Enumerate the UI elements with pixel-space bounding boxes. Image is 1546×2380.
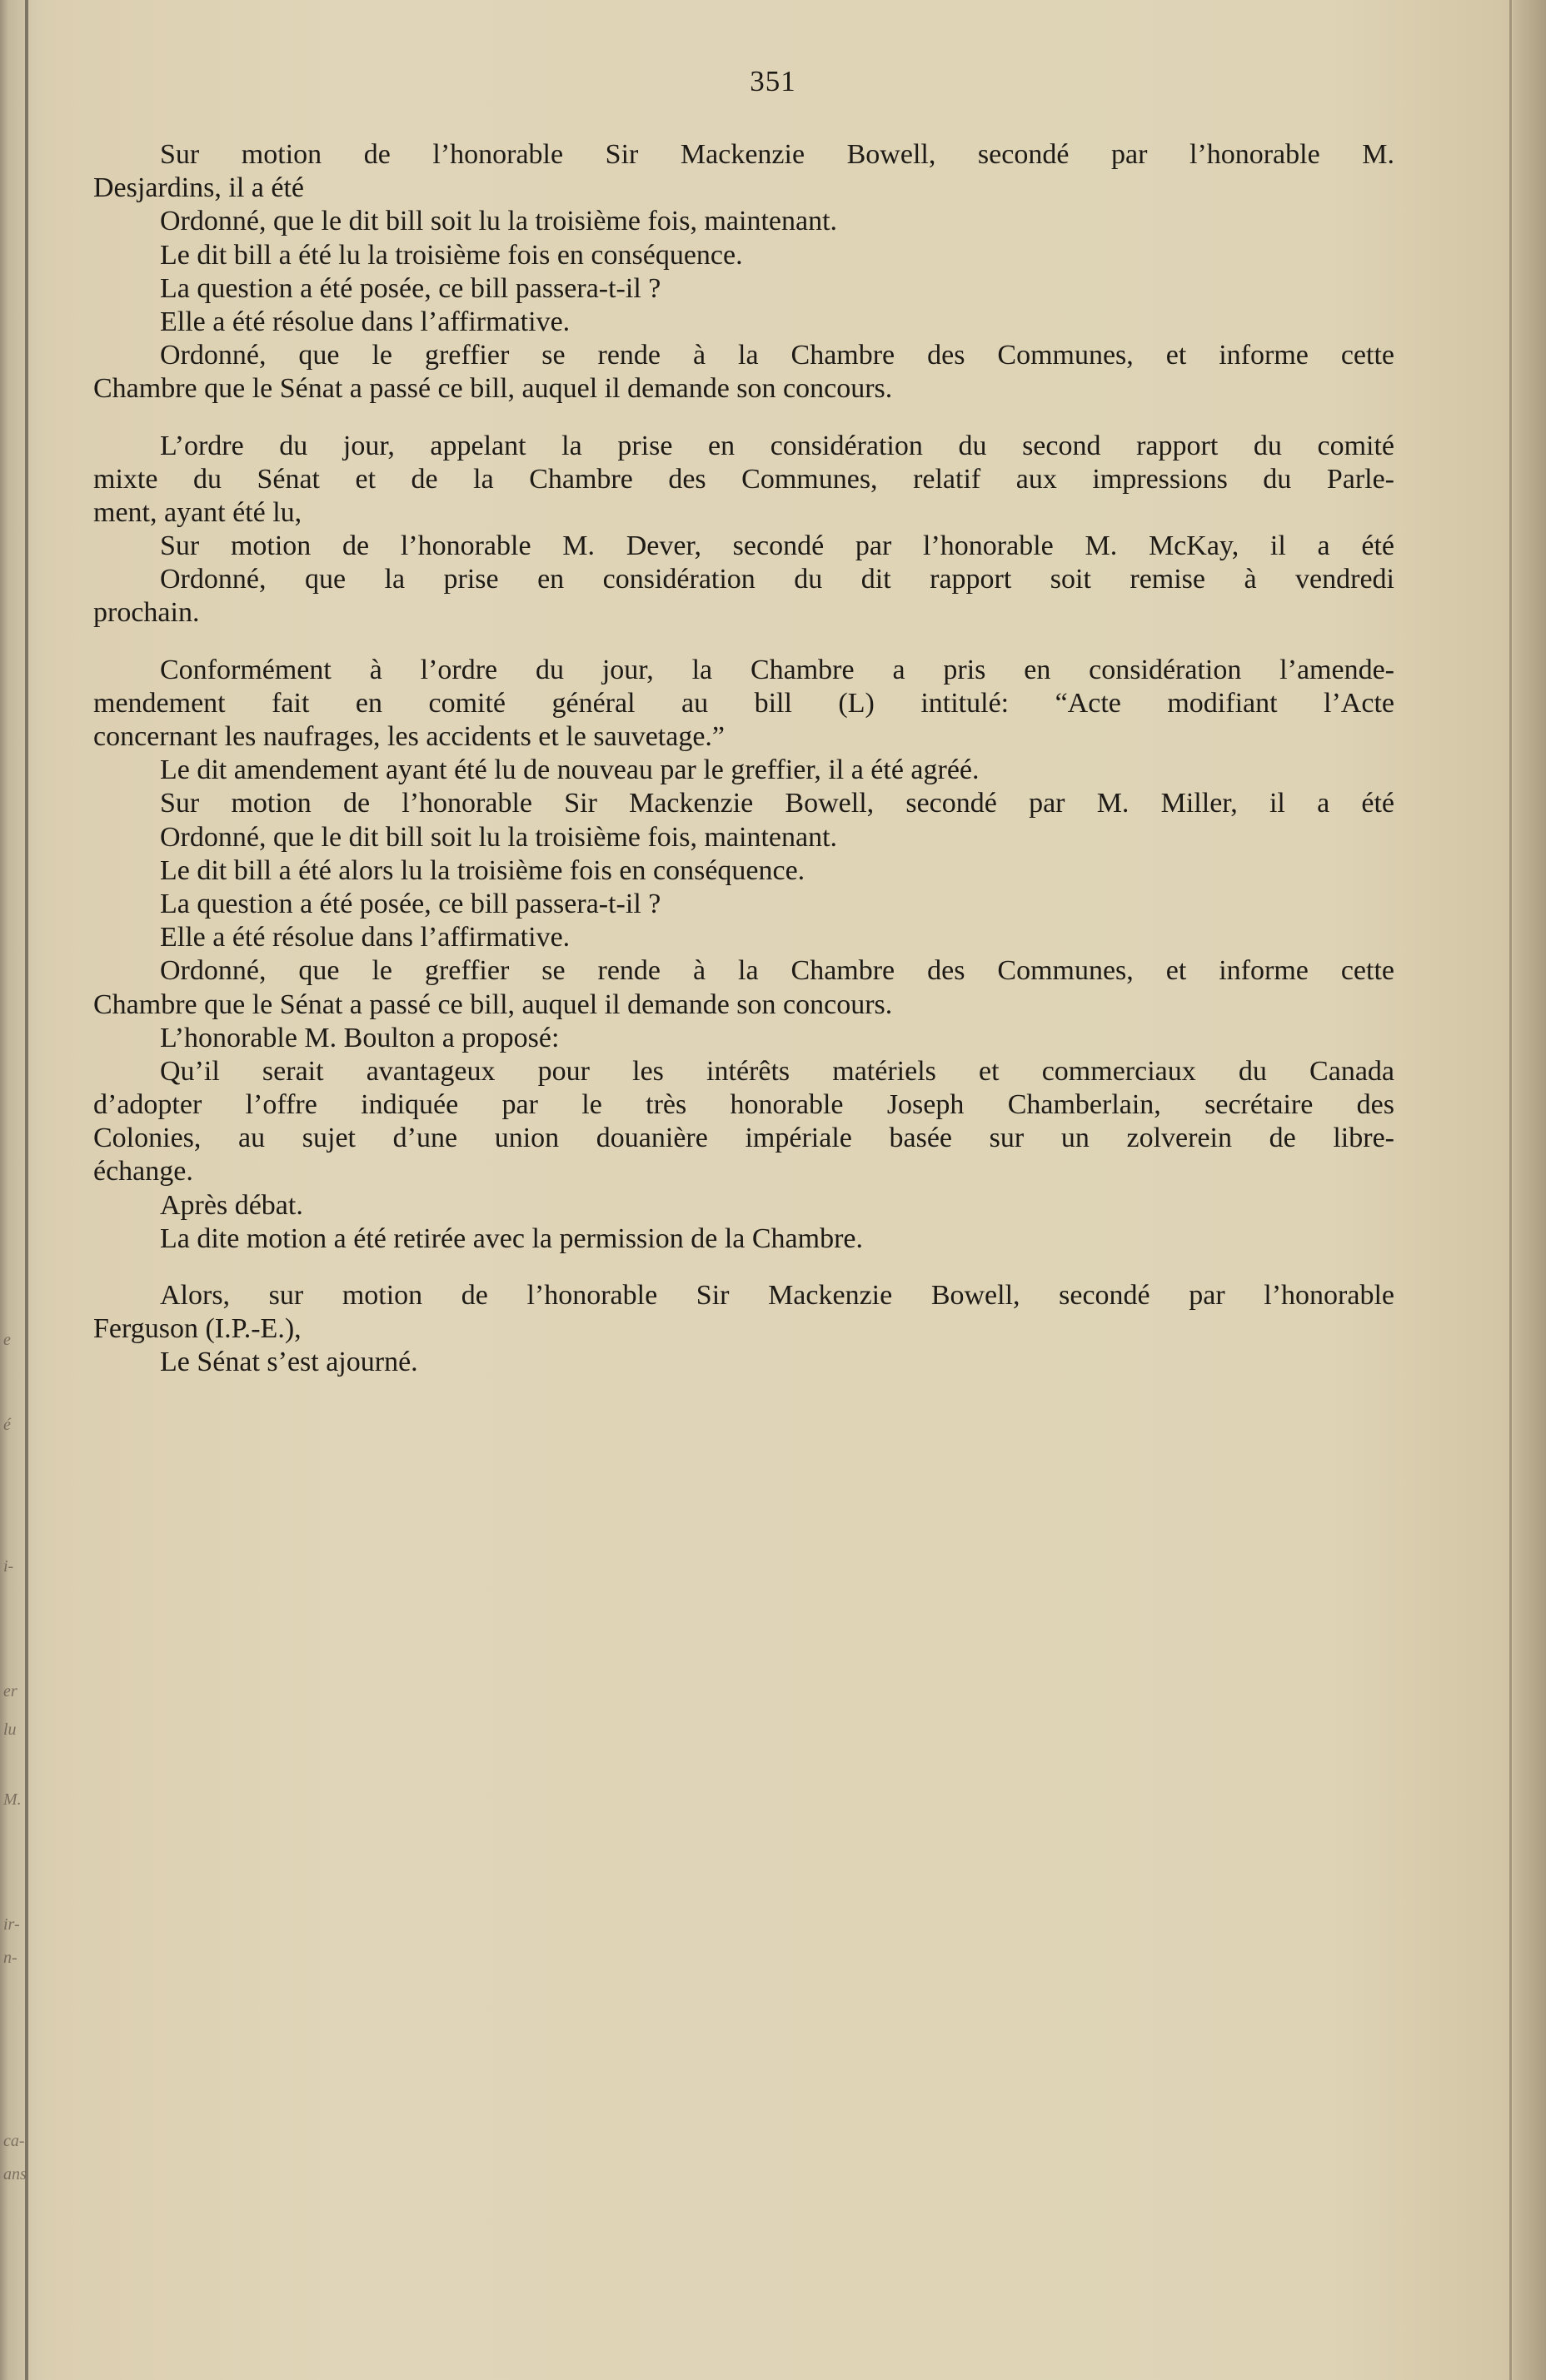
- paragraph-gap: [93, 1256, 1394, 1279]
- text-line: Le dit amendement ayant été lu de nouveau par le greffier, il a été agréé.: [160, 754, 980, 786]
- margin-bleed-text: M.: [3, 1790, 22, 1809]
- text-line: mendement fait en comité général au bill (L) intitulé: “Acte modifiant l’Acte: [93, 687, 1394, 719]
- text-line: prochain.: [93, 597, 200, 629]
- text-line: Le dit bill a été alors lu la troisième fois en conséquence.: [160, 854, 805, 886]
- margin-bleed-text: ca-: [3, 2132, 25, 2150]
- paragraph-1: [93, 138, 1394, 406]
- paragraph-gap: [93, 630, 1394, 654]
- text-line: Ferguson (I.P.-E.),: [93, 1313, 302, 1345]
- text-line: Elle a été résolue dans l’affirmative.: [160, 922, 571, 953]
- text-line: L’honorable M. Boulton a proposé:: [160, 1022, 560, 1053]
- paragraph-gap: [93, 406, 1394, 430]
- text-line: Sur motion de l’honorable M. Dever, secondé par l’honorable M. McKay, il a été: [160, 530, 1394, 562]
- text-line: d’adopter l’offre indiquée par le très honorable Joseph Chamberlain, secrétaire des: [93, 1089, 1394, 1121]
- text-line: Ordonné, que le dit bill soit lu la troisième fois, maintenant.: [160, 821, 838, 853]
- text-line: Après débat.: [160, 1189, 303, 1221]
- text-line: Chambre que le Sénat a passé ce bill, auquel il demande son concours.: [93, 988, 893, 1020]
- text-line: Elle a été résolue dans l’affirmative.: [160, 306, 571, 337]
- page-right-edge: [1513, 0, 1546, 2380]
- text-line: Qu’il serait avantageux pour les intérêts matériels et commerciaux du Canada: [160, 1055, 1394, 1087]
- margin-bleed-text: lu: [3, 1720, 17, 1739]
- text-line: Ordonné, que le greffier se rende à la Chambre des Communes, et informe cette: [160, 955, 1394, 987]
- text-line: Ordonné, que la prise en considération du dit rapport soit remise à vendredi: [160, 564, 1394, 595]
- text-line: Ordonné, que le greffier se rende à la Chambre des Communes, et informe cette: [160, 340, 1394, 371]
- margin-bleed-text: é: [3, 1416, 11, 1434]
- binding-shadow: [25, 0, 28, 2380]
- text-line: Chambre que le Sénat a passé ce bill, auquel il demande son concours.: [93, 373, 893, 405]
- text-line: Colonies, au sujet d’une union douanière impériale basée sur un zolverein de libre-: [93, 1123, 1394, 1154]
- margin-bleed-text: er: [3, 1682, 17, 1700]
- paragraph-3: [93, 654, 1394, 1256]
- paragraph-4: [93, 1279, 1394, 1380]
- text-line: Sur motion de l’honorable Sir Mackenzie Bowell, secondé par M. Miller, il a été: [160, 788, 1394, 819]
- text-line: ment, ayant été lu,: [93, 496, 302, 528]
- text-line: Ordonné, que le dit bill soit lu la troisième fois, maintenant.: [160, 206, 838, 237]
- text-line: Alors, sur motion de l’honorable Sir Mackenzie Bowell, secondé par l’honorable: [160, 1280, 1394, 1311]
- text-line: Le dit bill a été lu la troisième fois en conséquence.: [160, 239, 743, 271]
- margin-bleed-text: e: [3, 1331, 11, 1349]
- text-line: Conformément à l’ordre du jour, la Chambre a pris en considération l’amende-: [160, 654, 1394, 685]
- text-line: concernant les naufrages, les accidents et le sauvetage.”: [93, 721, 726, 752]
- margin-bleed-text: ans: [3, 2165, 27, 2183]
- text-line: mixte du Sénat et de la Chambre des Communes, relatif aux impressions du Parle-: [93, 463, 1394, 495]
- margin-bleed-text: n-: [3, 1949, 17, 1967]
- text-line: Sur motion de l’honorable Sir Mackenzie Bowell, secondé par l’honorable M.: [160, 139, 1394, 170]
- text-line: L’ordre du jour, appelant la prise en considération du second rapport du comité: [160, 430, 1394, 461]
- text-line: La question a été posée, ce bill passera-t-il ?: [160, 272, 661, 304]
- page-number: 351: [750, 65, 796, 97]
- text-line: La question a été posée, ce bill passera-t-il ?: [160, 888, 661, 919]
- paragraph-2: [93, 430, 1394, 630]
- text-line: Desjardins, il a été: [93, 172, 305, 204]
- page-fold-line: [1509, 0, 1512, 2380]
- text-line: La dite motion a été retirée avec la permission de la Chambre.: [160, 1222, 863, 1254]
- text-line: échange.: [93, 1156, 193, 1188]
- text-line: Le Sénat s’est ajourné.: [160, 1347, 418, 1378]
- margin-bleed-text: i-: [3, 1557, 14, 1576]
- document-body: [93, 138, 1394, 1380]
- margin-bleed-text: ir-: [3, 1915, 20, 1934]
